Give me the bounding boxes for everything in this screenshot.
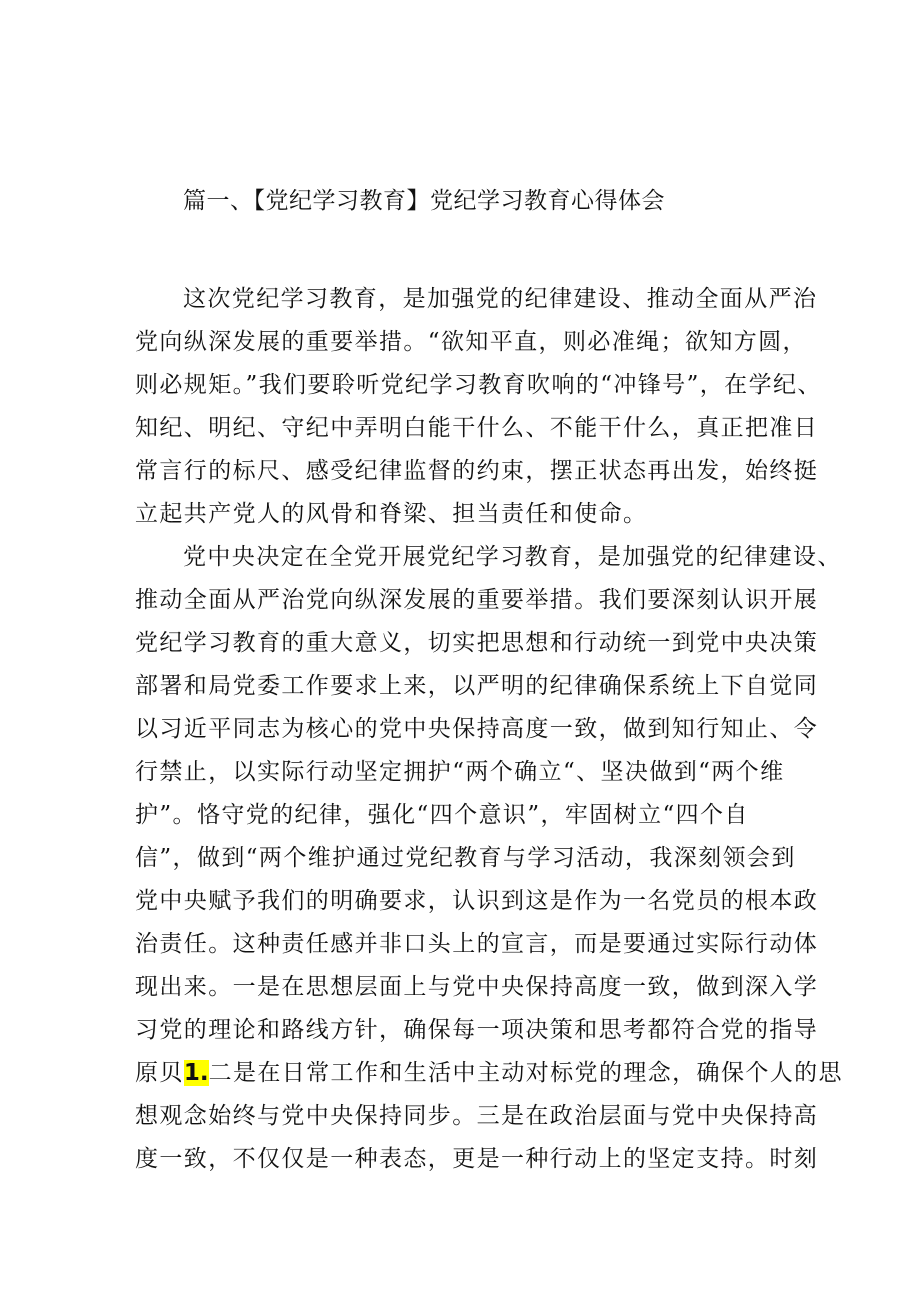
text-segment: 原贝: [135, 1060, 184, 1086]
text-line: 护”。恪守党的纪律，强化“四个意识”，牢固树立“四个自: [135, 802, 749, 828]
text-line: 则必规矩。”我们要聆听党纪学习教育吹响的“冲锋号”，在学纪、: [135, 372, 822, 398]
text-line: 信”，做到“两个维护通过党纪教育与学习活动，我深刻领会到: [135, 845, 796, 871]
text-segment: 二是在日常工作和生活中主动对标党的理念，确保个人的思: [208, 1060, 843, 1086]
document-title: 篇一、【党纪学习教育】党纪学习教育心得体会: [183, 188, 665, 214]
text-line: 推动全面从严治党向纵深发展的重要举措。我们要深刻认识开展: [135, 587, 819, 613]
text-line: 党纪学习教育的重大意义，切实把思想和行动统一到党中央决策: [135, 630, 819, 656]
text-line: 党中央决定在全党开展党纪学习教育，是加强党的纪律建设、: [183, 544, 842, 570]
highlight-mark: 1.: [183, 1060, 209, 1086]
text-line: 以习近平同志为核心的党中央保持高度一致，做到知行知止、令: [135, 716, 819, 742]
text-line: 知纪、明纪、守纪中弄明白能干什么、不能干什么，真正把准日: [135, 415, 819, 441]
text-line: 部署和局党委工作要求上来，以严明的纪律确保系统上下自觉同: [135, 673, 819, 699]
text-line: 党向纵深发展的重要举措。“欲知平直，则必准绳；欲知方圆，: [135, 329, 807, 355]
text-line: 习党的理论和路线方针，确保每一项决策和思考都符合党的指导: [135, 1017, 819, 1043]
text-line: 度一致，不仅仅是一种表态，更是一种行动上的坚定支持。时刻: [135, 1146, 819, 1172]
text-line: 现出来。一是在思想层面上与党中央保持高度一致，做到深入学: [135, 974, 819, 1000]
text-line: 立起共产党人的风骨和脊梁、担当责任和使命。: [135, 501, 648, 527]
text-line: 行禁止，以实际行动坚定拥护“两个确立“、坚决做到“两个维: [135, 759, 785, 785]
text-line: 想观念始终与党中央保持同步。三是在政治层面与党中央保持高: [135, 1103, 819, 1129]
text-line-highlighted: [135, 1058, 843, 1088]
text-line: 治责任。这种责任感并非口头上的宣言，而是要通过实际行动体: [135, 931, 819, 957]
text-line: 常言行的标尺、感受纪律监督的约束，摆正状态再出发，始终挺: [135, 458, 819, 484]
text-line: 这次党纪学习教育，是加强党的纪律建设、推动全面从严治: [183, 286, 818, 312]
text-line: 党中央赋予我们的明确要求，认识到这是作为一名党员的根本政: [135, 888, 819, 914]
